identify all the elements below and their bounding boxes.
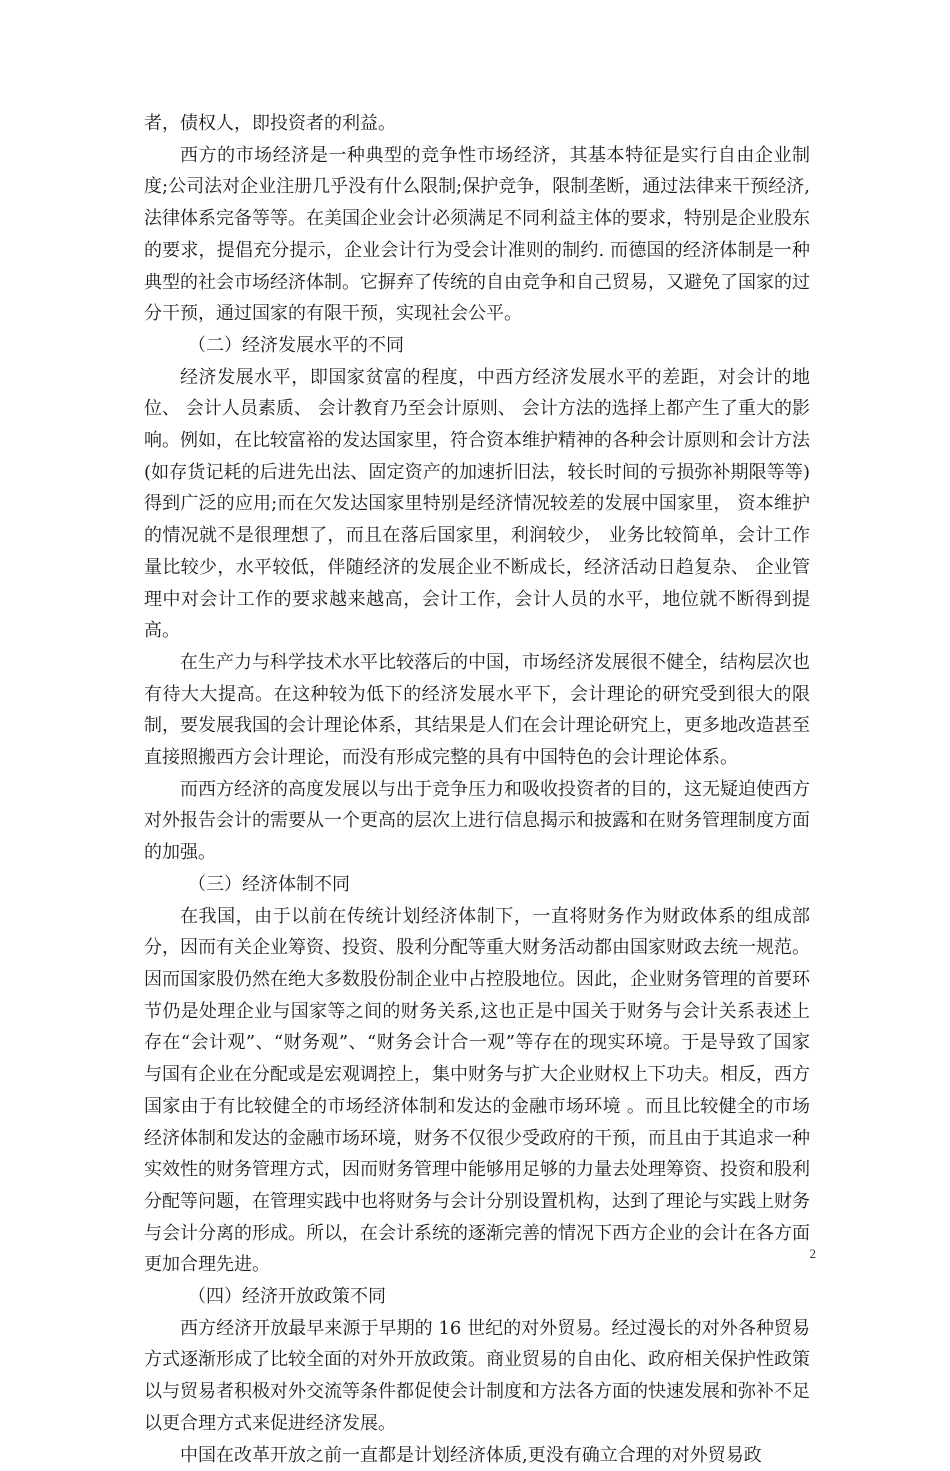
section-heading-3: （三）经济体制不同	[188, 873, 350, 895]
paragraph-western-development: 而西方经济的高度发展以与出于竞争压力和吸收投资者的目的，这无疑迫使西方对外报告会计的需要从一个更高的层次上进行信息揭示和披露和在财务管理制度方面的加强。	[144, 778, 810, 864]
paragraph-china-opening: 中国在改革开放之前一直都是计划经济体质,更没有确立合理的对外贸易政	[180, 1444, 762, 1466]
paragraph-economic-development: 经济发展水平，即国家贫富的程度，中西方经济发展水平的差距，对会计的地位、 会计人员素质、 会计教育乃至会计原则、 会计方法的选择上都产生了重大的影响。例如，在比较富裕的发达国家里，符合资本维护精神的各种会计原则和会计方法(如存货记耗的后进先出法、固定资产的加速折旧法，较长时间的亏损弥补期限等等)得到广泛的应用;而在欠发达国家里特别是经济情况较差的发展中国家里， 资本维护的情况就不是很理想了，而且在落后国家里，利润较少， 业务比较简单，会计工作量比较少，水平较低，伴随经济的发展企业不断成长，经济活动日趋复杂、 企业管理中对会计工作的要求越来越高，会计工作，会计人员的水平，地位就不断得到提高。	[144, 366, 810, 642]
section-heading-2: （二）经济发展水平的不同	[188, 334, 404, 356]
paragraph-continuation: 者，债权人，即投资者的利益。	[144, 113, 396, 134]
body-text	[144, 108, 810, 1471]
paragraph-economic-system: 在我国，由于以前在传统计划经济体制下，一直将财务作为财政体系的组成部分，因而有关企业筹资、投资、股利分配等重大财务活动都由国家财政去统一规范。因而国家股仍然在绝大多数股份制企业中占控股地位。因此，企业财务管理的首要环节仍是处理企业与国家等之间的财务关系,这也正是中国关于财务与会计关系表述上存在“会计观”、“财务观”、“财务会计合一观”等存在的现实环境。于是导致了国家与国有企业在分配或是宏观调控上，集中财务与扩大企业财权上下功夫。相反，西方国家由于有比较健全的市场经济体制和发达的金融市场环境 。而且比较健全的市场经济体制和发达的金融市场环境，财务不仅很少受政府的干预，而且由于其追求一种实效性的财务管理方式，因而财务管理中能够用足够的力量去处理筹资、投资和股利分配等问题，在管理实践中也将财务与会计分别设置机构，达到了理论与实践上财务与会计分离的形成。所以，在会计系统的逐渐完善的情况下西方企业的会计在各方面更加合理先进。	[144, 905, 810, 1276]
paragraph-western-opening: 西方经济开放最早来源于早期的 16 世纪的对外贸易。经过漫长的对外各种贸易方式逐渐形成了比较全面的对外开放政策。商业贸易的自由化、政府相关保护性政策以与贸易者积极对外交流等条件都促使会计制度和方法各方面的快速发展和弥补不足以更合理方式来促进经济发展。	[144, 1317, 810, 1434]
paragraph-western-market-economy: 西方的市场经济是一种典型的竞争性市场经济，其基本特征是实行自由企业制度;公司法对企业注册几乎没有什么限制;保护竞争，限制垄断，通过法律来干预经济,法律体系完备等等。在美国企业会计必须满足不同利益主体的要求，特别是企业股东的要求，提倡充分提示，企业会计行为受会计准则的制约. 而德国的经济体制是一种典型的社会市场经济体制。它摒弃了传统的自由竞争和自己贸易，又避免了国家的过分干预，通过国家的有限干预，实现社会公平。	[144, 144, 810, 325]
section-heading-4: （四）经济开放政策不同	[188, 1286, 386, 1308]
page-number: 2	[809, 1246, 816, 1261]
paragraph-china-productivity: 在生产力与科学技术水平比较落后的中国，市场经济发展很不健全，结构层次也有待大大提高。在这种较为低下的经济发展水平下，会计理论的研究受到很大的限制，要发展我国的会计理论体系，其结果是人们在会计理论研究上，更多地改造甚至直接照搬西方会计理论，而没有形成完整的具有中国特色的会计理论体系。	[144, 651, 810, 769]
